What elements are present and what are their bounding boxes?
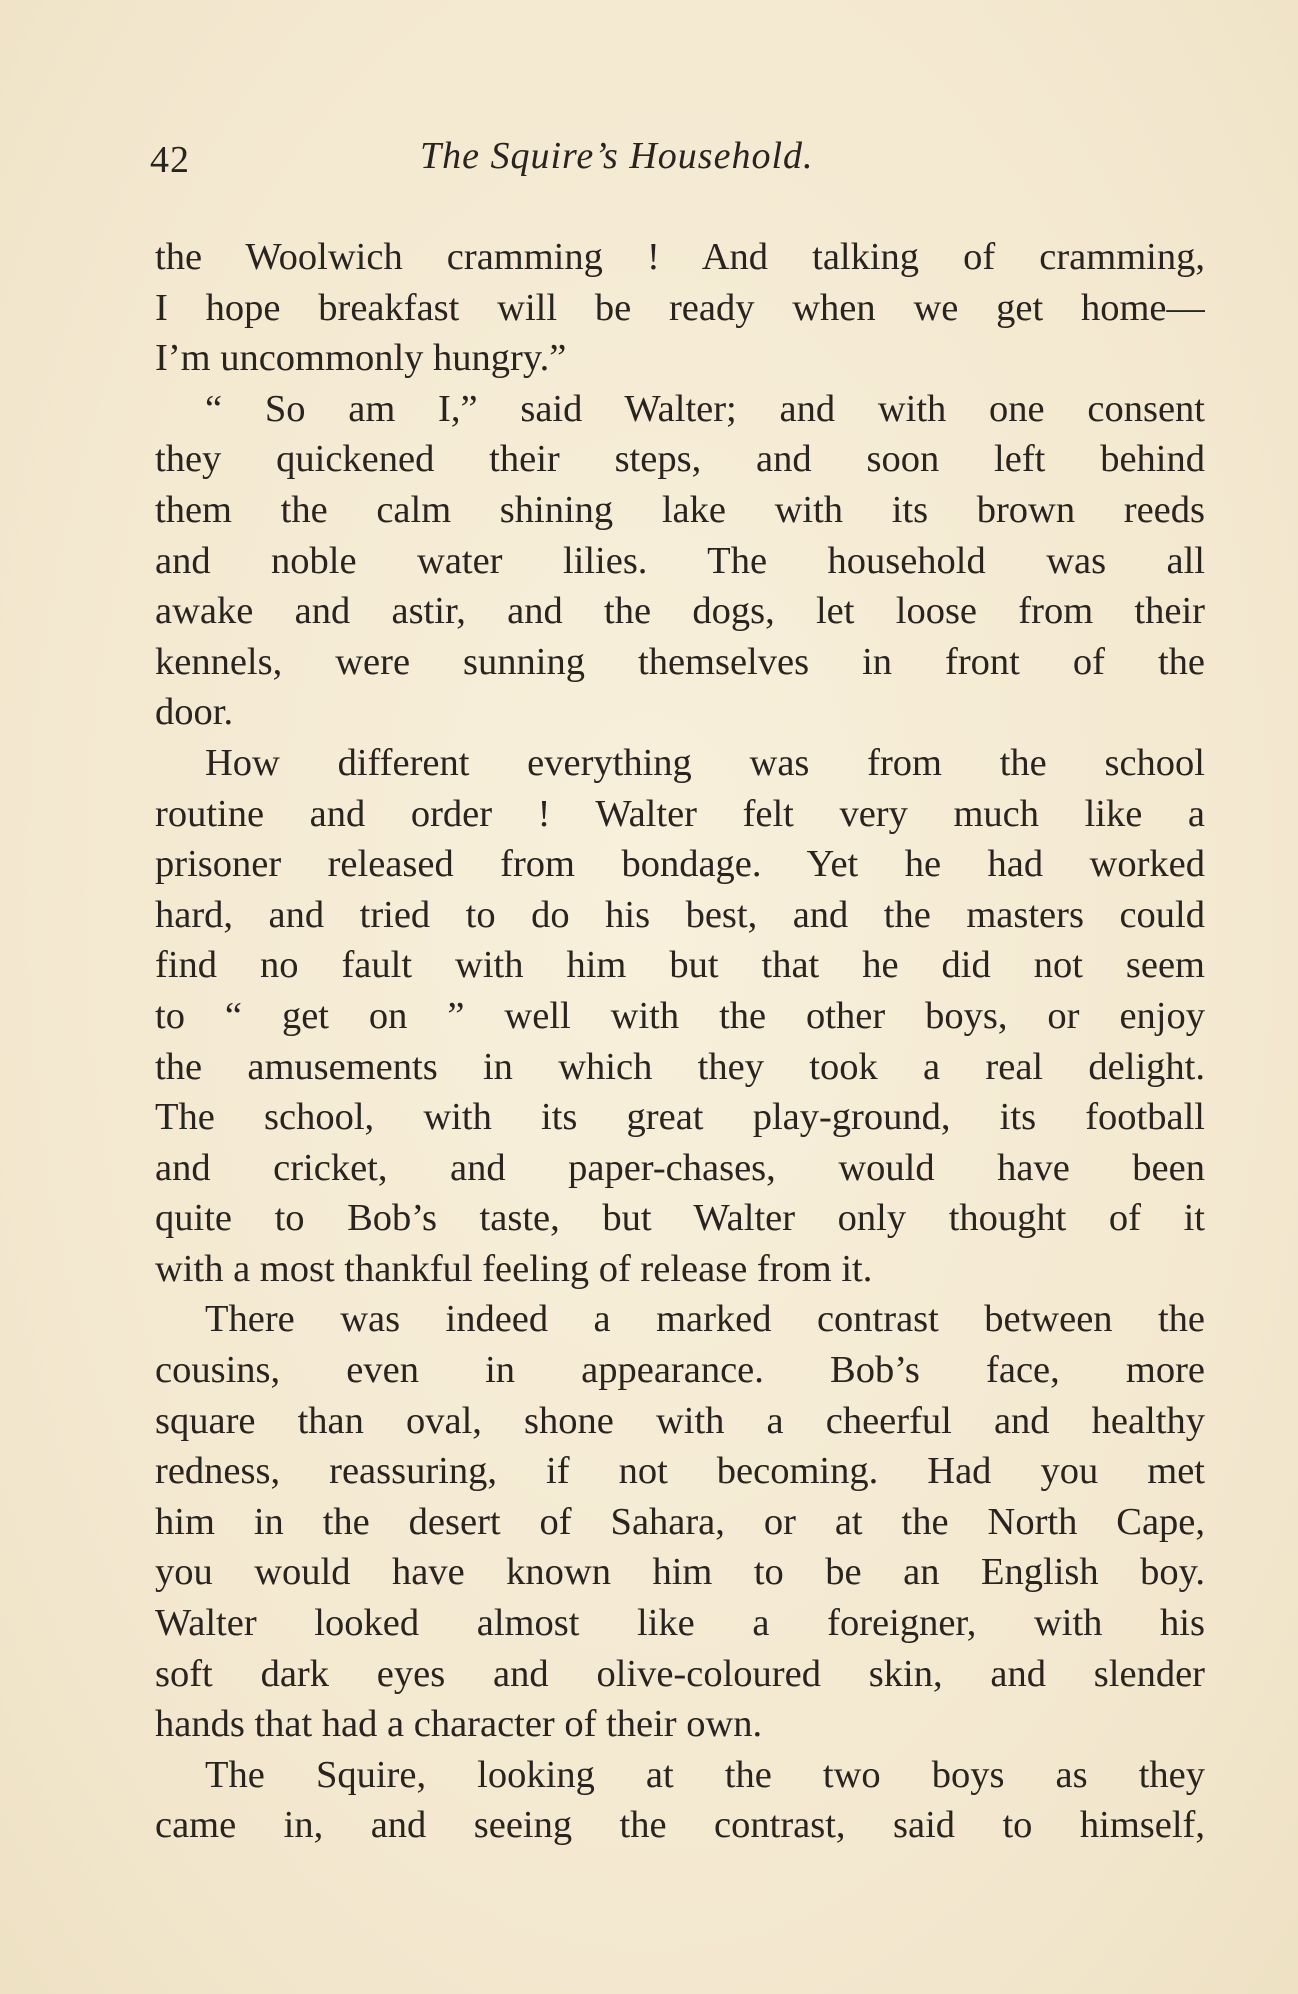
text-line: and cricket, and paper-chases, would have been (155, 1146, 1205, 1189)
text-line: prisoner released from bondage. Yet he had worked (155, 843, 1205, 886)
text-line: hard, and tried to do his best, and the masters could (155, 893, 1205, 936)
page-header (150, 130, 1130, 190)
text-line: him in the desert of Sahara, or at the North Cape, (155, 1500, 1205, 1543)
text-line: routine and order ! Walter felt very much like a (155, 792, 1205, 835)
text-line: I’m uncommonly hungry.” (155, 337, 567, 380)
text-line: “ So am I,” said Walter; and with one consent (205, 387, 1205, 430)
running-title: The Squire’s Household. (420, 135, 814, 177)
text-line: There was indeed a marked contrast between the (205, 1298, 1205, 1341)
text-line: they quickened their steps, and soon left behind (155, 438, 1205, 481)
text-line: redness, reassuring, if not becoming. Had you met (155, 1450, 1205, 1493)
text-line: door. (155, 691, 234, 734)
body-text (155, 232, 1205, 1851)
text-line: Walter looked almost like a foreigner, with his (155, 1602, 1205, 1645)
text-line: quite to Bob’s taste, but Walter only thought of it (155, 1197, 1205, 1240)
text-line: cousins, even in appearance. Bob’s face, more (155, 1349, 1205, 1392)
text-line: you would have known him to be an English boy. (155, 1551, 1205, 1594)
text-line: to “ get on ” well with the other boys, or enjoy (155, 994, 1205, 1037)
page-number: 42 (150, 139, 190, 181)
text-line: The school, with its great play-ground, its football (155, 1096, 1205, 1139)
text-line: How different everything was from the school (205, 741, 1205, 784)
text-line: the Woolwich cramming ! And talking of cramming, (155, 236, 1205, 278)
text-line: hands that had a character of their own. (155, 1703, 763, 1746)
text-line: I hope breakfast will be ready when we get home— (155, 286, 1205, 329)
text-line: and noble water lilies. The household was all (155, 539, 1205, 582)
text-line: find no fault with him but that he did not seem (155, 944, 1205, 987)
text-line: The Squire, looking at the two boys as they (205, 1753, 1205, 1796)
text-line: soft dark eyes and olive-coloured skin, and slender (155, 1652, 1205, 1695)
text-line: awake and astir, and the dogs, let loose from their (155, 590, 1205, 633)
text-line: came in, and seeing the contrast, said to himself, (155, 1804, 1205, 1847)
text-line: them the calm shining lake with its brown reeds (155, 488, 1205, 531)
text-line: square than oval, shone with a cheerful and healthy (155, 1399, 1205, 1442)
text-line: kennels, were sunning themselves in front of the (155, 640, 1205, 683)
text-line: the amusements in which they took a real delight. (155, 1045, 1205, 1088)
text-line: with a most thankful feeling of release from it. (155, 1247, 873, 1290)
